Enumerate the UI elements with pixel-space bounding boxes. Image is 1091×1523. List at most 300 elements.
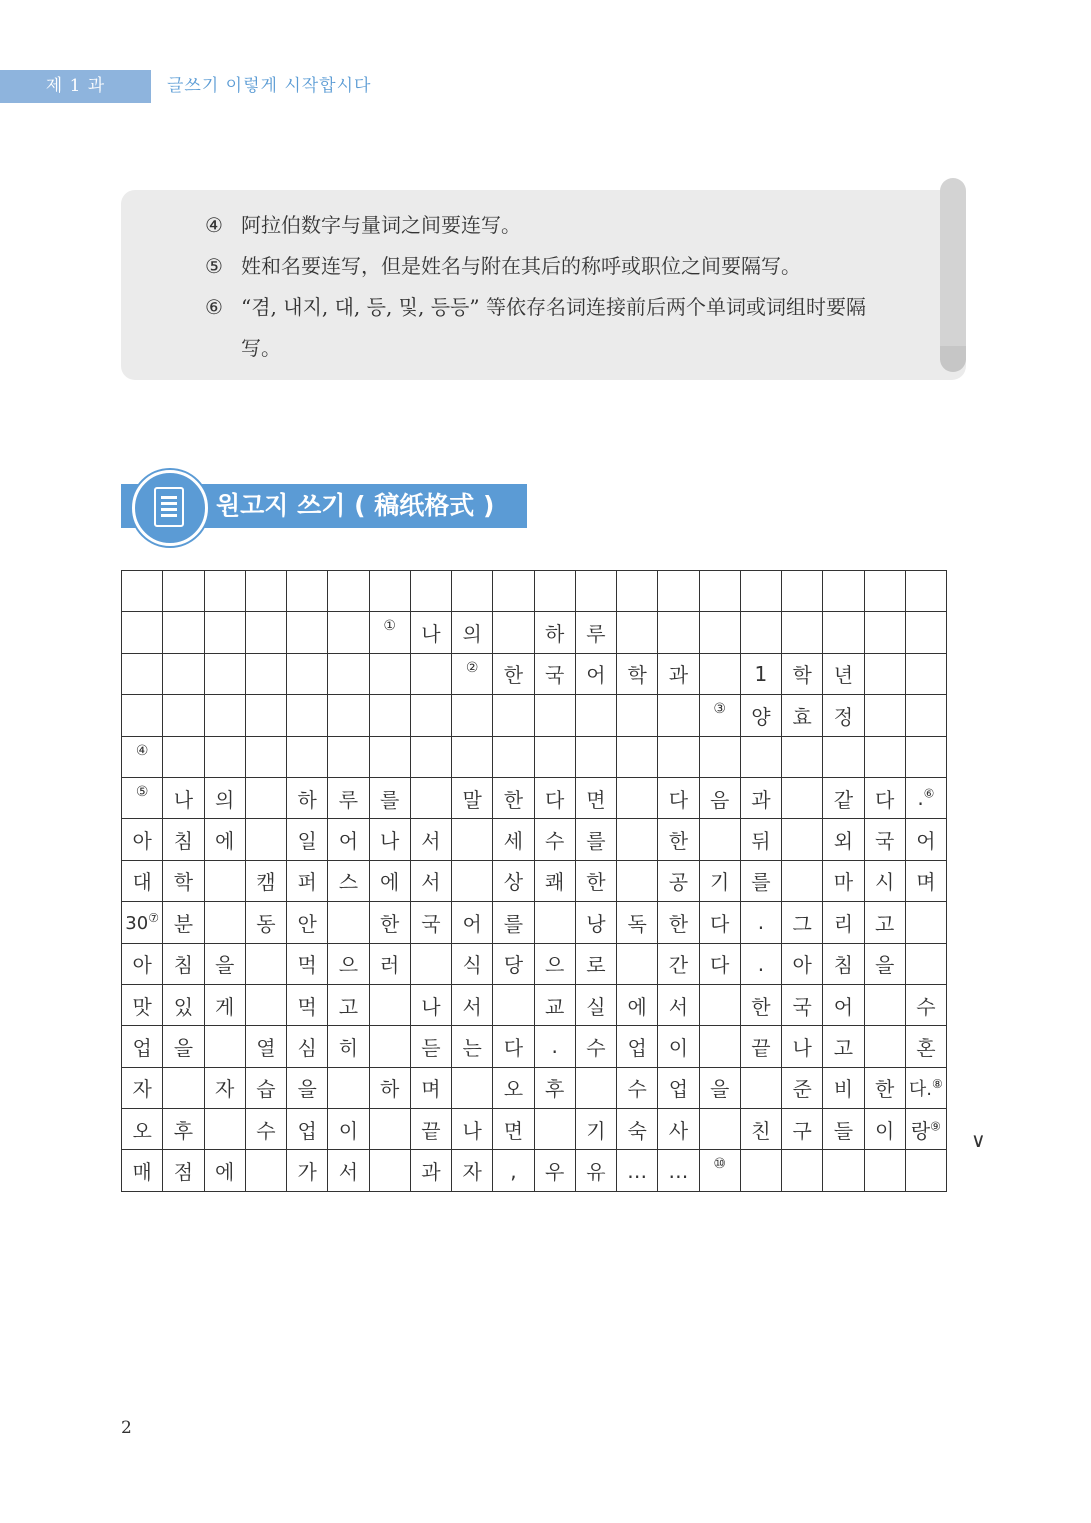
grid-cell: 30⑦ — [122, 902, 163, 943]
grid-cell: 면 — [575, 777, 616, 818]
grid-cell — [369, 736, 410, 777]
grid-cell — [905, 612, 946, 653]
grid-cell — [452, 736, 493, 777]
grid-cell: 자 — [204, 1067, 245, 1108]
grid-cell: 서 — [410, 819, 451, 860]
rule-number: ④ — [205, 213, 223, 237]
grid-cell: 루 — [328, 777, 369, 818]
grid-cell: 아 — [782, 943, 823, 984]
grid-cell: 한 — [493, 777, 534, 818]
grid-cell: 다 — [864, 777, 905, 818]
grid-cell — [245, 943, 286, 984]
grid-cell: 서 — [328, 1150, 369, 1191]
grid-cell: 침 — [163, 943, 204, 984]
grid-cell: , — [493, 1150, 534, 1191]
grid-cell — [782, 819, 823, 860]
grid-cell: 학 — [163, 860, 204, 901]
grid-cell — [740, 612, 781, 653]
grid-cell — [204, 571, 245, 612]
grid-cell: 아 — [122, 943, 163, 984]
grid-cell: 로 — [575, 943, 616, 984]
grid-cell: 를 — [493, 902, 534, 943]
grid-row — [122, 1109, 947, 1150]
grid-cell: . — [740, 902, 781, 943]
section-title: 원고지 쓰기 ( 稿纸格式 ) — [216, 491, 495, 520]
grid-cell — [617, 736, 658, 777]
grid-cell: 한 — [575, 860, 616, 901]
rule-text: 姓和名要连写，但是姓名与附在其后的称呼或职位之间要隔写。 — [241, 254, 801, 278]
grid-cell — [245, 571, 286, 612]
grid-cell: 대 — [122, 860, 163, 901]
grid-cell — [452, 1067, 493, 1108]
grid-cell — [534, 736, 575, 777]
grid-cell: 안 — [287, 902, 328, 943]
grid-cell: . — [534, 1026, 575, 1067]
grid-cell — [245, 653, 286, 694]
document-list-icon — [132, 470, 208, 546]
grid-cell: 국 — [864, 819, 905, 860]
grid-cell: 세 — [493, 819, 534, 860]
grid-cell — [740, 736, 781, 777]
lesson-title: 글쓰기 이렇게 시작합시다 — [167, 76, 372, 96]
grid-cell: 리 — [823, 902, 864, 943]
rule-number: ⑥ — [205, 295, 223, 319]
grid-cell: 열 — [245, 1026, 286, 1067]
grid-cell: 같 — [823, 777, 864, 818]
grid-cell: 고 — [328, 984, 369, 1025]
grid-cell: 후 — [163, 1109, 204, 1150]
grid-cell — [122, 571, 163, 612]
grid-cell: 과 — [740, 777, 781, 818]
grid-cell — [534, 1109, 575, 1150]
grid-cell — [740, 571, 781, 612]
grid-cell — [493, 695, 534, 736]
grid-cell: 어 — [575, 653, 616, 694]
grid-cell — [122, 653, 163, 694]
grid-cell — [823, 612, 864, 653]
grid-cell: 업 — [617, 1026, 658, 1067]
grid-row — [122, 860, 947, 901]
grid-cell: 한 — [740, 984, 781, 1025]
grid-cell: 마 — [823, 860, 864, 901]
grid-cell — [204, 695, 245, 736]
grid-cell — [245, 612, 286, 653]
grid-row — [122, 1067, 947, 1108]
grid-cell — [410, 736, 451, 777]
grid-cell: 뒤 — [740, 819, 781, 860]
rule-item — [205, 205, 905, 246]
grid-cell: 말 — [452, 777, 493, 818]
grid-cell: 듣 — [410, 1026, 451, 1067]
grid-cell: 친 — [740, 1109, 781, 1150]
grid-cell — [864, 571, 905, 612]
grid-cell: 한 — [658, 819, 699, 860]
grid-cell: 며 — [905, 860, 946, 901]
grid-cell — [699, 612, 740, 653]
grid-cell: 실 — [575, 984, 616, 1025]
grid-cell: 업 — [658, 1067, 699, 1108]
grid-cell: 교 — [534, 984, 575, 1025]
grid-cell — [287, 653, 328, 694]
grid-cell — [287, 612, 328, 653]
grid-cell: 끝 — [410, 1109, 451, 1150]
grid-cell: 효 — [782, 695, 823, 736]
grid-cell: 을 — [699, 1067, 740, 1108]
grid-cell: 외 — [823, 819, 864, 860]
grid-cell — [204, 860, 245, 901]
grid-cell: 고 — [823, 1026, 864, 1067]
grid-row — [122, 819, 947, 860]
grid-cell: 동 — [245, 902, 286, 943]
grid-cell: 수 — [575, 1026, 616, 1067]
grid-cell: 의 — [204, 777, 245, 818]
grid-cell — [163, 612, 204, 653]
grid-cell — [617, 819, 658, 860]
grid-cell: 의 — [452, 612, 493, 653]
grid-cell: 를 — [575, 819, 616, 860]
grid-cell: 국 — [410, 902, 451, 943]
grid-cell: 에 — [617, 984, 658, 1025]
insertion-mark: ∨ — [971, 1128, 986, 1152]
grid-cell — [699, 984, 740, 1025]
grid-cell — [328, 1067, 369, 1108]
grid-cell — [864, 736, 905, 777]
grid-cell — [163, 736, 204, 777]
grid-cell: 어 — [905, 819, 946, 860]
grid-cell: 끝 — [740, 1026, 781, 1067]
grid-cell: 게 — [204, 984, 245, 1025]
grid-row — [122, 984, 947, 1025]
grid-cell — [782, 612, 823, 653]
grid-cell: 자 — [452, 1150, 493, 1191]
grid-cell — [905, 695, 946, 736]
grid-cell — [369, 1026, 410, 1067]
grid-cell: 이 — [864, 1109, 905, 1150]
grid-cell — [369, 571, 410, 612]
rule-item — [205, 246, 905, 287]
grid-cell: 서 — [658, 984, 699, 1025]
manuscript-grid — [121, 570, 947, 1192]
grid-cell — [452, 695, 493, 736]
grid-cell: 먹 — [287, 943, 328, 984]
grid-row — [122, 943, 947, 984]
grid-cell — [617, 571, 658, 612]
grid-cell: 업 — [122, 1026, 163, 1067]
grid-cell: 에 — [204, 819, 245, 860]
grid-cell: 어 — [823, 984, 864, 1025]
grid-cell — [782, 736, 823, 777]
grid-cell — [740, 1067, 781, 1108]
grid-cell — [245, 819, 286, 860]
grid-cell: 자 — [122, 1067, 163, 1108]
grid-cell — [493, 612, 534, 653]
lesson-tab: 제 1 과 — [0, 70, 151, 103]
grid-cell — [699, 736, 740, 777]
grid-cell — [245, 1150, 286, 1191]
grid-cell: 하 — [534, 612, 575, 653]
grid-cell — [823, 1150, 864, 1191]
grid-cell: 나 — [452, 1109, 493, 1150]
grid-cell — [534, 695, 575, 736]
grid-cell: 를 — [740, 860, 781, 901]
grid-cell — [575, 1067, 616, 1108]
grid-cell: … — [658, 1150, 699, 1191]
grid-cell — [328, 653, 369, 694]
grid-cell — [864, 1150, 905, 1191]
grid-cell — [410, 571, 451, 612]
grid-cell: 나 — [782, 1026, 823, 1067]
grid-row — [122, 571, 947, 612]
grid-cell: 습 — [245, 1067, 286, 1108]
grid-cell: 서 — [410, 860, 451, 901]
grid-cell: 점 — [163, 1150, 204, 1191]
grid-cell — [905, 653, 946, 694]
grid-cell: 일 — [287, 819, 328, 860]
grid-cell: 학 — [782, 653, 823, 694]
grid-cell — [328, 612, 369, 653]
grid-cell: . — [740, 943, 781, 984]
grid-cell — [617, 695, 658, 736]
grid-cell — [369, 1109, 410, 1150]
grid-cell — [617, 943, 658, 984]
grid-cell — [122, 695, 163, 736]
grid-cell: 을 — [287, 1067, 328, 1108]
grid-cell: 에 — [204, 1150, 245, 1191]
grid-cell — [782, 571, 823, 612]
grid-cell: 년 — [823, 653, 864, 694]
grid-cell — [452, 571, 493, 612]
grid-cell: 있 — [163, 984, 204, 1025]
grid-cell: ② — [452, 653, 493, 694]
scroll-curl-fold — [940, 346, 966, 372]
grid-cell: 나 — [410, 984, 451, 1025]
grid-cell: 다 — [699, 902, 740, 943]
grid-cell — [905, 1150, 946, 1191]
grid-cell — [782, 777, 823, 818]
grid-cell: 양 — [740, 695, 781, 736]
grid-cell: 숙 — [617, 1109, 658, 1150]
grid-cell: 1 — [740, 653, 781, 694]
grid-cell: 다 — [699, 943, 740, 984]
grid-cell — [699, 653, 740, 694]
grid-cell: 맛 — [122, 984, 163, 1025]
grid-cell: 나 — [163, 777, 204, 818]
grid-cell — [864, 612, 905, 653]
grid-cell — [864, 984, 905, 1025]
grid-cell — [245, 777, 286, 818]
grid-cell — [328, 736, 369, 777]
grid-cell — [328, 902, 369, 943]
grid-cell — [163, 653, 204, 694]
grid-cell — [245, 984, 286, 1025]
grid-cell: 공 — [658, 860, 699, 901]
grid-cell — [245, 736, 286, 777]
grid-cell: 과 — [410, 1150, 451, 1191]
grid-cell — [658, 571, 699, 612]
grid-cell: 국 — [782, 984, 823, 1025]
grid-cell: 아 — [122, 819, 163, 860]
grid-cell: 며 — [410, 1067, 451, 1108]
grid-cell: 다 — [493, 1026, 534, 1067]
grid-cell: 수 — [905, 984, 946, 1025]
grid-cell: 당 — [493, 943, 534, 984]
rule-number: ⑤ — [205, 254, 223, 278]
grid-cell — [658, 736, 699, 777]
grid-cell: 를 — [369, 777, 410, 818]
grid-cell — [410, 943, 451, 984]
grid-cell — [493, 571, 534, 612]
grid-cell — [699, 1109, 740, 1150]
grid-cell: 다 — [658, 777, 699, 818]
grid-cell: 다.⑧ — [905, 1067, 946, 1108]
grid-cell — [905, 736, 946, 777]
grid-row — [122, 1026, 947, 1067]
grid-cell — [493, 984, 534, 1025]
grid-cell: 그 — [782, 902, 823, 943]
grid-cell: 이 — [658, 1026, 699, 1067]
grid-cell: 나 — [410, 612, 451, 653]
grid-cell: 수 — [534, 819, 575, 860]
grid-cell: 을 — [163, 1026, 204, 1067]
grid-row — [122, 695, 947, 736]
grid-cell: 어 — [328, 819, 369, 860]
grid-cell: 는 — [452, 1026, 493, 1067]
grid-cell: 으 — [328, 943, 369, 984]
grid-cell — [864, 695, 905, 736]
grid-cell: 수 — [245, 1109, 286, 1150]
grid-cell: 한 — [864, 1067, 905, 1108]
grid-cell — [575, 571, 616, 612]
grid-cell: 러 — [369, 943, 410, 984]
grid-cell: 음 — [699, 777, 740, 818]
grid-cell: 비 — [823, 1067, 864, 1108]
grid-cell: 후 — [534, 1067, 575, 1108]
grid-row — [122, 736, 947, 777]
grid-cell: 수 — [617, 1067, 658, 1108]
grid-cell — [122, 612, 163, 653]
grid-cell: 간 — [658, 943, 699, 984]
grid-cell — [864, 653, 905, 694]
grid-row — [122, 902, 947, 943]
grid-cell — [534, 571, 575, 612]
grid-cell: 으 — [534, 943, 575, 984]
grid-cell — [287, 571, 328, 612]
grid-cell: 심 — [287, 1026, 328, 1067]
grid-cell — [658, 695, 699, 736]
grid-cell — [905, 902, 946, 943]
grid-cell: ⑩ — [699, 1150, 740, 1191]
grid-cell — [823, 571, 864, 612]
grid-cell — [287, 736, 328, 777]
grid-cell — [864, 1026, 905, 1067]
grid-cell: 우 — [534, 1150, 575, 1191]
grid-cell — [204, 653, 245, 694]
grid-cell — [163, 1067, 204, 1108]
grid-cell — [699, 1026, 740, 1067]
grid-cell — [617, 612, 658, 653]
grid-cell — [575, 695, 616, 736]
grid-cell — [658, 612, 699, 653]
grid-cell — [369, 984, 410, 1025]
grid-cell: 상 — [493, 860, 534, 901]
grid-cell: ③ — [699, 695, 740, 736]
grid-cell: 사 — [658, 1109, 699, 1150]
grid-cell — [245, 695, 286, 736]
grid-cell: 을 — [204, 943, 245, 984]
grid-cell: 한 — [493, 653, 534, 694]
scroll-curl — [940, 178, 966, 360]
grid-cell: 낭 — [575, 902, 616, 943]
grid-cell — [617, 860, 658, 901]
grid-cell — [575, 736, 616, 777]
grid-cell: 랑⑨ — [905, 1109, 946, 1150]
grid-cell — [204, 736, 245, 777]
grid-cell: 매 — [122, 1150, 163, 1191]
grid-cell: 준 — [782, 1067, 823, 1108]
grid-cell — [204, 1109, 245, 1150]
grid-cell: 이 — [328, 1109, 369, 1150]
grid-cell: 다 — [534, 777, 575, 818]
grid-row — [122, 653, 947, 694]
grid-cell — [699, 819, 740, 860]
grid-cell: 오 — [493, 1067, 534, 1108]
grid-cell: 국 — [534, 653, 575, 694]
grid-cell: 독 — [617, 902, 658, 943]
grid-cell: 혼 — [905, 1026, 946, 1067]
grid-row — [122, 1150, 947, 1191]
grid-cell: .⑥ — [905, 777, 946, 818]
grid-cell — [287, 695, 328, 736]
grid-cell — [905, 943, 946, 984]
grid-cell: 들 — [823, 1109, 864, 1150]
grid-cell: 쾌 — [534, 860, 575, 901]
grid-cell — [534, 902, 575, 943]
grid-cell: 어 — [452, 902, 493, 943]
grid-cell: 을 — [864, 943, 905, 984]
grid-cell: 히 — [328, 1026, 369, 1067]
grid-cell — [452, 860, 493, 901]
grid-cell — [328, 571, 369, 612]
grid-cell — [410, 777, 451, 818]
grid-cell — [328, 695, 369, 736]
grid-cell: 서 — [452, 984, 493, 1025]
grid-cell — [369, 695, 410, 736]
grid-cell: 과 — [658, 653, 699, 694]
grid-cell: 식 — [452, 943, 493, 984]
grid-cell — [740, 1150, 781, 1191]
rule-text: 阿拉伯数字与量词之间要连写。 — [241, 213, 521, 237]
grid-cell — [493, 736, 534, 777]
grid-cell: 먹 — [287, 984, 328, 1025]
grid-cell: ⑤ — [122, 777, 163, 818]
grid-cell: 가 — [287, 1150, 328, 1191]
grid-cell — [823, 736, 864, 777]
grid-cell: ④ — [122, 736, 163, 777]
grid-cell: 하 — [287, 777, 328, 818]
grid-cell: 구 — [782, 1109, 823, 1150]
grid-cell — [782, 1150, 823, 1191]
grid-cell — [905, 571, 946, 612]
grid-cell — [410, 653, 451, 694]
rule-text: “겸, 내지, 대, 등, 및, 등등” 等依存名词连接前后两个单词或词组时要隔写。 — [241, 295, 866, 360]
grid-cell: 캠 — [245, 860, 286, 901]
page-number: 2 — [121, 1418, 132, 1438]
grid-cell — [163, 571, 204, 612]
grid-cell — [163, 695, 204, 736]
grid-cell: 침 — [823, 943, 864, 984]
grid-cell: 침 — [163, 819, 204, 860]
grid-cell: 정 — [823, 695, 864, 736]
